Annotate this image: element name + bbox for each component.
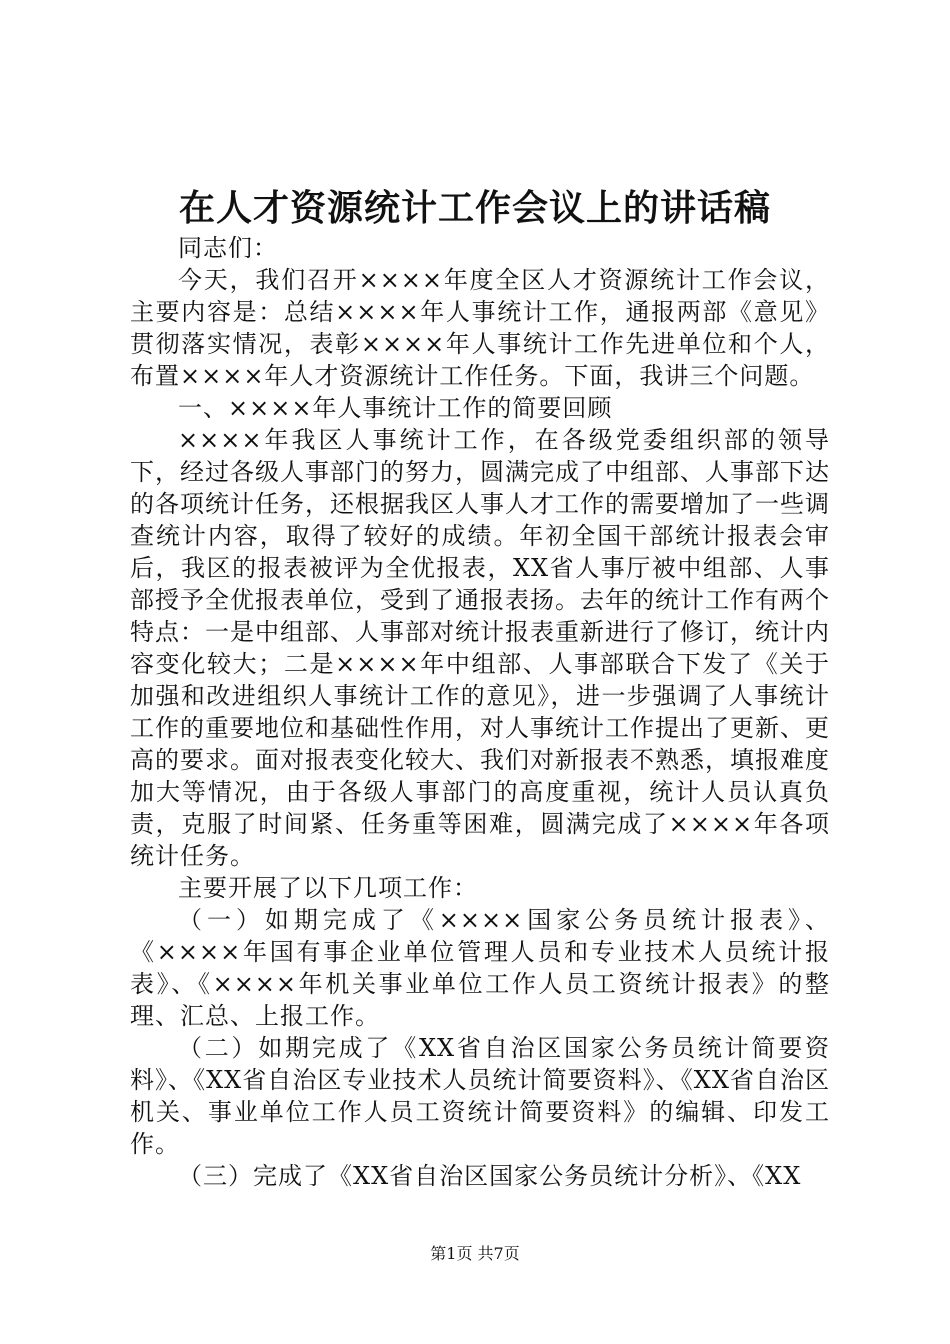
paragraph-intro: 今天，我们召开××××年度全区人才资源统计工作会议，主要内容是：总结××××年人事统计工作，通报两部《意见》贯彻落实情况，表彰××××年人事统计工作先进单位和个人，布置××××年人才资源统计工作任务。下面，我讲三个问题。 — [130, 266, 830, 390]
paragraph-item-3: （三）完成了《XX省自治区国家公务员统计分析》、《XX — [178, 1162, 802, 1190]
paragraph-item-1: （一）如期完成了《××××国家公务员统计报表》、《××××年国有事企业单位管理人员和专业技术人员统计报表》、《××××年机关事业单位工作人员工资统计报表》的整理、汇总、上报工作。 — [130, 906, 830, 1030]
page-footer: 第1页 共7页 — [430, 1244, 520, 1263]
paragraph-review: ××××年我区人事统计工作，在各级党委组织部的领导下，经过各级人事部门的努力，圆满完成了中组部、人事部下达的各项统计任务，还根据我区人事人才工作的需要增加了一些调查统计内容，取得了较好的成绩。年初全国干部统计报表会审后，我区的报表被评为全优报表，XX省人事厅被中组部、人事部授予全优报表单位，受到了通报表扬。去年的统计工作有两个特点：一是中组部、人事部对统计报表重新进行了修订，统计内容变化较大；二是××××年中组部、人事部联合下发了《关于加强和改进组织人事统计工作的意见》，进一步强调了人事统计工作的重要地位和基础性作用，对人事统计工作提出了更新、更高的要求。面对报表变化较大、我们对新报表不熟悉，填报难度加大等情况，由于各级人事部门的高度重视，统计人员认真负责，克服了时间紧、任务重等困难，圆满完成了××××年各项统计任务。 — [130, 426, 830, 870]
paragraph-item-2: （二）如期完成了《XX省自治区国家公务员统计简要资料》、《XX省自治区专业技术人员统计简要资料》、《XX省自治区机关、事业单位工作人员工资统计简要资料》的编辑、印发工作。 — [130, 1034, 830, 1158]
salutation: 同志们： — [178, 234, 278, 262]
section-heading-1: 一、××××年人事统计工作的简要回顾 — [178, 394, 613, 422]
paragraph-work-list-intro: 主要开展了以下几项工作： — [178, 874, 478, 902]
document-body — [130, 232, 830, 1192]
document-title: 在人才资源统计工作会议上的讲话稿 — [178, 187, 771, 229]
